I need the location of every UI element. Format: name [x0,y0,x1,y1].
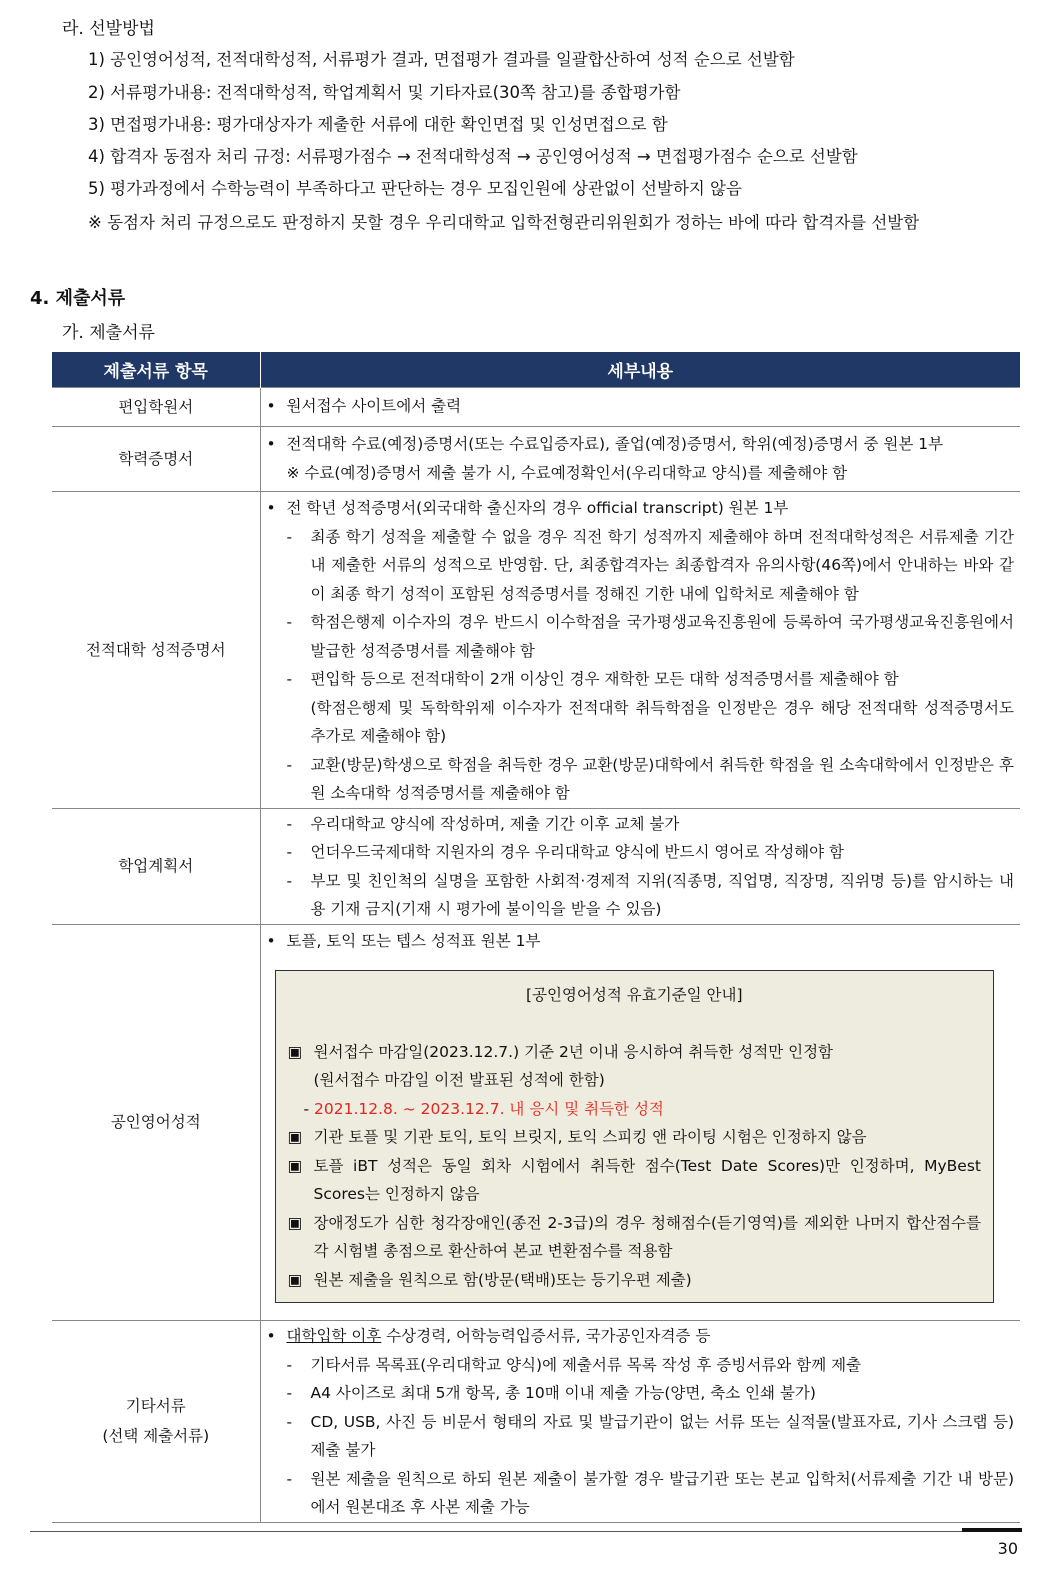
section-ga-title: 가. 제출서류 [62,323,155,343]
transcript-dash-4: 교환(방문)학생으로 학점을 취득한 경우 교환(방문)대학에서 취득한 학점을 원 소속대학에서 인정받은 후 원 소속대학 성적증명서를 제출해야 함 [310,755,1014,802]
other-dash-2: A4 사이즈로 최대 5개 항목, 총 10매 이내 제출 가능(양면, 축소 인쇄 불가) [310,1384,816,1402]
english-validity-box [275,970,995,1303]
selection-item-1: 1) 공인영어성적, 전적대학성적, 서류평가 결과, 면접평가 결과를 일괄합산하여 성적 순으로 선발함 [88,50,795,69]
plan-dash-2: 언더우드국제대학 지원자의 경우 우리대학교 양식에 반드시 영어로 작성해야 함 [310,843,845,861]
box-item-4: 장애정도가 심한 청각장애인(종전 2-3급)의 경우 청해점수(듣기영역)를 제외한 나머지 합산점수를 각 시험별 총점으로 환산하여 본교 변환점수를 적용함 [313,1213,981,1260]
plan-dash-3: 부모 및 친인척의 실명을 포함한 사회적·경제적 지위(직종명, 직업명, 직장명, 직위명 등)를 암시하는 내용 기재 금지(기재 시 평가에 불이익을 받을 수 있음) [310,871,1014,918]
dash-mark: - [286,1384,293,1402]
transcript-detail: 전 학년 성적증명서(외국대학 출신자의 경우 official transcript) 원본 1부 [286,499,789,517]
square-mark: ▣ [287,1042,303,1061]
row-label: 공인영어성적 [52,924,260,1321]
row-label-sub: (선택 제출서류) [102,1427,210,1446]
bullet-mark: • [266,435,276,453]
dash-mark: - [286,613,293,631]
transcript-paren-note: (학점은행제 및 독학학위제 이수자가 전적대학 취득학점을 인정받은 경우 해당 전적대학 성적증명서도 추가로 제출해야 함) [310,698,1014,745]
transcript-dash-1: 최종 학기 성적을 제출할 수 없을 경우 직전 학기 성적까지 제출해야 하며 전적대학성적은 서류제출 기간 내 제출한 서류의 성적으로 반영함. 단, 최종합격자는 최종합격자 유의사항(46쪽)에서 안내하는 바와 같이 최종 학기 성적이 포함된 성적증명서를 정해진 기한 내에 입학처로 제출해야 함 [310,527,1014,603]
other-underlined: 대학입학 이후 [286,1327,382,1345]
square-mark: ▣ [287,1213,303,1232]
box-item-1-paren: (원서접수 마감일 이전 발표된 성적에 한함) [313,1071,605,1089]
dash-mark: - [286,527,293,546]
dash-mark: - [286,814,293,833]
row-label: 기타서류 [125,1397,186,1416]
other-dash-3: CD, USB, 사진 등 비문서 형태의 자료 및 발급기관이 없는 서류 또는 실적물(발표자료, 기사 스크랩 등) 제출 불가 [310,1412,1014,1459]
square-mark: ▣ [287,1156,303,1175]
row-label: 학력증명서 [52,427,260,492]
other-dash-4: 원본 제출을 원칙으로 하되 원본 제출이 불가할 경우 발급기관 또는 본교 입학처(서류제출 기간 내 방문)에서 원본대조 후 사본 제출 가능 [310,1469,1014,1516]
dash-mark: - [286,1469,293,1488]
dash-mark: - [286,1412,293,1431]
selection-item-2: 2) 서류평가내용: 전적대학성적, 학업계획서 및 기타자료(30쪽 참고)를 종합평가함 [88,83,681,102]
row-label: 학업계획서 [52,808,260,924]
box-item-3: 토플 iBT 성적은 동일 회차 시험에서 취득한 점수(Test Date Scores)만 인정하며, MyBest Scores는 인정하지 않음 [313,1156,981,1203]
tie-break-note: ※ 동점자 처리 규정으로도 판정하지 못할 경우 우리대학교 입학전형관리위원회가 정하는 바에 따라 합격자를 선발함 [88,213,920,232]
dash-mark: - [286,670,293,688]
bullet-mark: • [266,499,276,517]
table-row [52,808,1020,924]
header-details: 세부내용 [260,352,1020,388]
row-label: 전적대학 성적증명서 [52,492,260,809]
table-row [52,492,1020,809]
dash-mark: - [303,1099,310,1118]
header-item: 제출서류 항목 [52,352,260,388]
dash-mark: - [286,843,293,861]
transcript-dash-2: 학점은행제 이수자의 경우 반드시 이수학점을 국가평생교육진흥원에 등록하여 국가평생교육진흥원에서 발급한 성적증명서를 제출해야 함 [310,613,1014,660]
bullet-mark: • [266,1327,276,1345]
bullet-mark: • [266,397,276,415]
square-mark: ▣ [287,1128,303,1146]
bullet-mark: • [266,931,276,950]
square-mark: ▣ [287,1270,303,1289]
dash-mark: - [286,1355,293,1374]
dash-mark: - [286,871,293,890]
footer-page-bar [962,1528,1022,1532]
box-item-1: 원서접수 마감일(2023.12.7.) 기준 2년 이내 응시하여 취득한 성적만 인정함 [313,1042,834,1061]
table-header-row [52,352,1020,388]
section-ra-title: 라. 선발방법 [62,19,155,39]
plan-dash-1: 우리대학교 양식에 작성하며, 제출 기간 이후 교체 불가 [310,814,680,833]
table-row [52,427,1020,492]
selection-item-4: 4) 합격자 동점자 처리 규정: 서류평가점수 → 전적대학성적 → 공인영어성적 → 면접평가점수 순으로 선발함 [88,147,858,166]
selection-item-5: 5) 평가과정에서 수학능력이 부족하다고 판단하는 경우 모집인원에 상관없이 선발하지 않음 [88,179,742,198]
degree-detail: 전적대학 수료(예정)증명서(또는 수료입증자료), 졸업(예정)증명서, 학위(예정)증명서 중 원본 1부 [286,435,944,453]
box-item-2: 기관 토플 및 기관 토익, 토익 브릿지, 토익 스피킹 앤 라이팅 시험은 인정하지 않음 [313,1128,867,1146]
selection-item-3: 3) 면접평가내용: 평가대상자가 제출한 서류에 대한 확인면접 및 인성면접으로 함 [88,115,668,134]
documents-table [52,352,1020,1523]
section-4-title: 4. 제출서류 [30,288,126,309]
other-dash-1: 기타서류 목록표(우리대학교 양식)에 제출서류 목록 작성 후 증빙서류와 함께 제출 [310,1355,862,1374]
transcript-dash-3: 편입학 등으로 전적대학이 2개 이상인 경우 재학한 모든 대학 성적증명서를 제출해야 함 [310,670,899,688]
application-detail: 원서접수 사이트에서 출력 [286,397,462,415]
dash-mark: - [286,755,293,774]
valid-date-range: 2021.12.8. ~ 2023.12.7. 내 응시 및 취득한 성적 [314,1099,664,1118]
box-item-5: 원본 제출을 원칙으로 함(방문(택배)또는 등기우편 제출) [313,1270,692,1289]
english-detail: 토플, 토익 또는 텝스 성적표 원본 1부 [286,931,541,950]
degree-note: ※ 수료(예정)증명서 제출 불가 시, 수료예정확인서(우리대학교 양식)를 제출해야 함 [286,463,848,482]
table-row [52,1321,1020,1523]
page-number: 30 [997,1539,1018,1558]
row-label: 편입학원서 [52,388,260,427]
other-detail: 수상경력, 어학능력입증서류, 국가공인자격증 등 [381,1327,711,1345]
table-row [52,924,1020,1321]
footer-rule [30,1531,1022,1532]
table-row [52,388,1020,427]
box-title: [공인영어성적 유효기준일 안내] [525,986,743,1004]
